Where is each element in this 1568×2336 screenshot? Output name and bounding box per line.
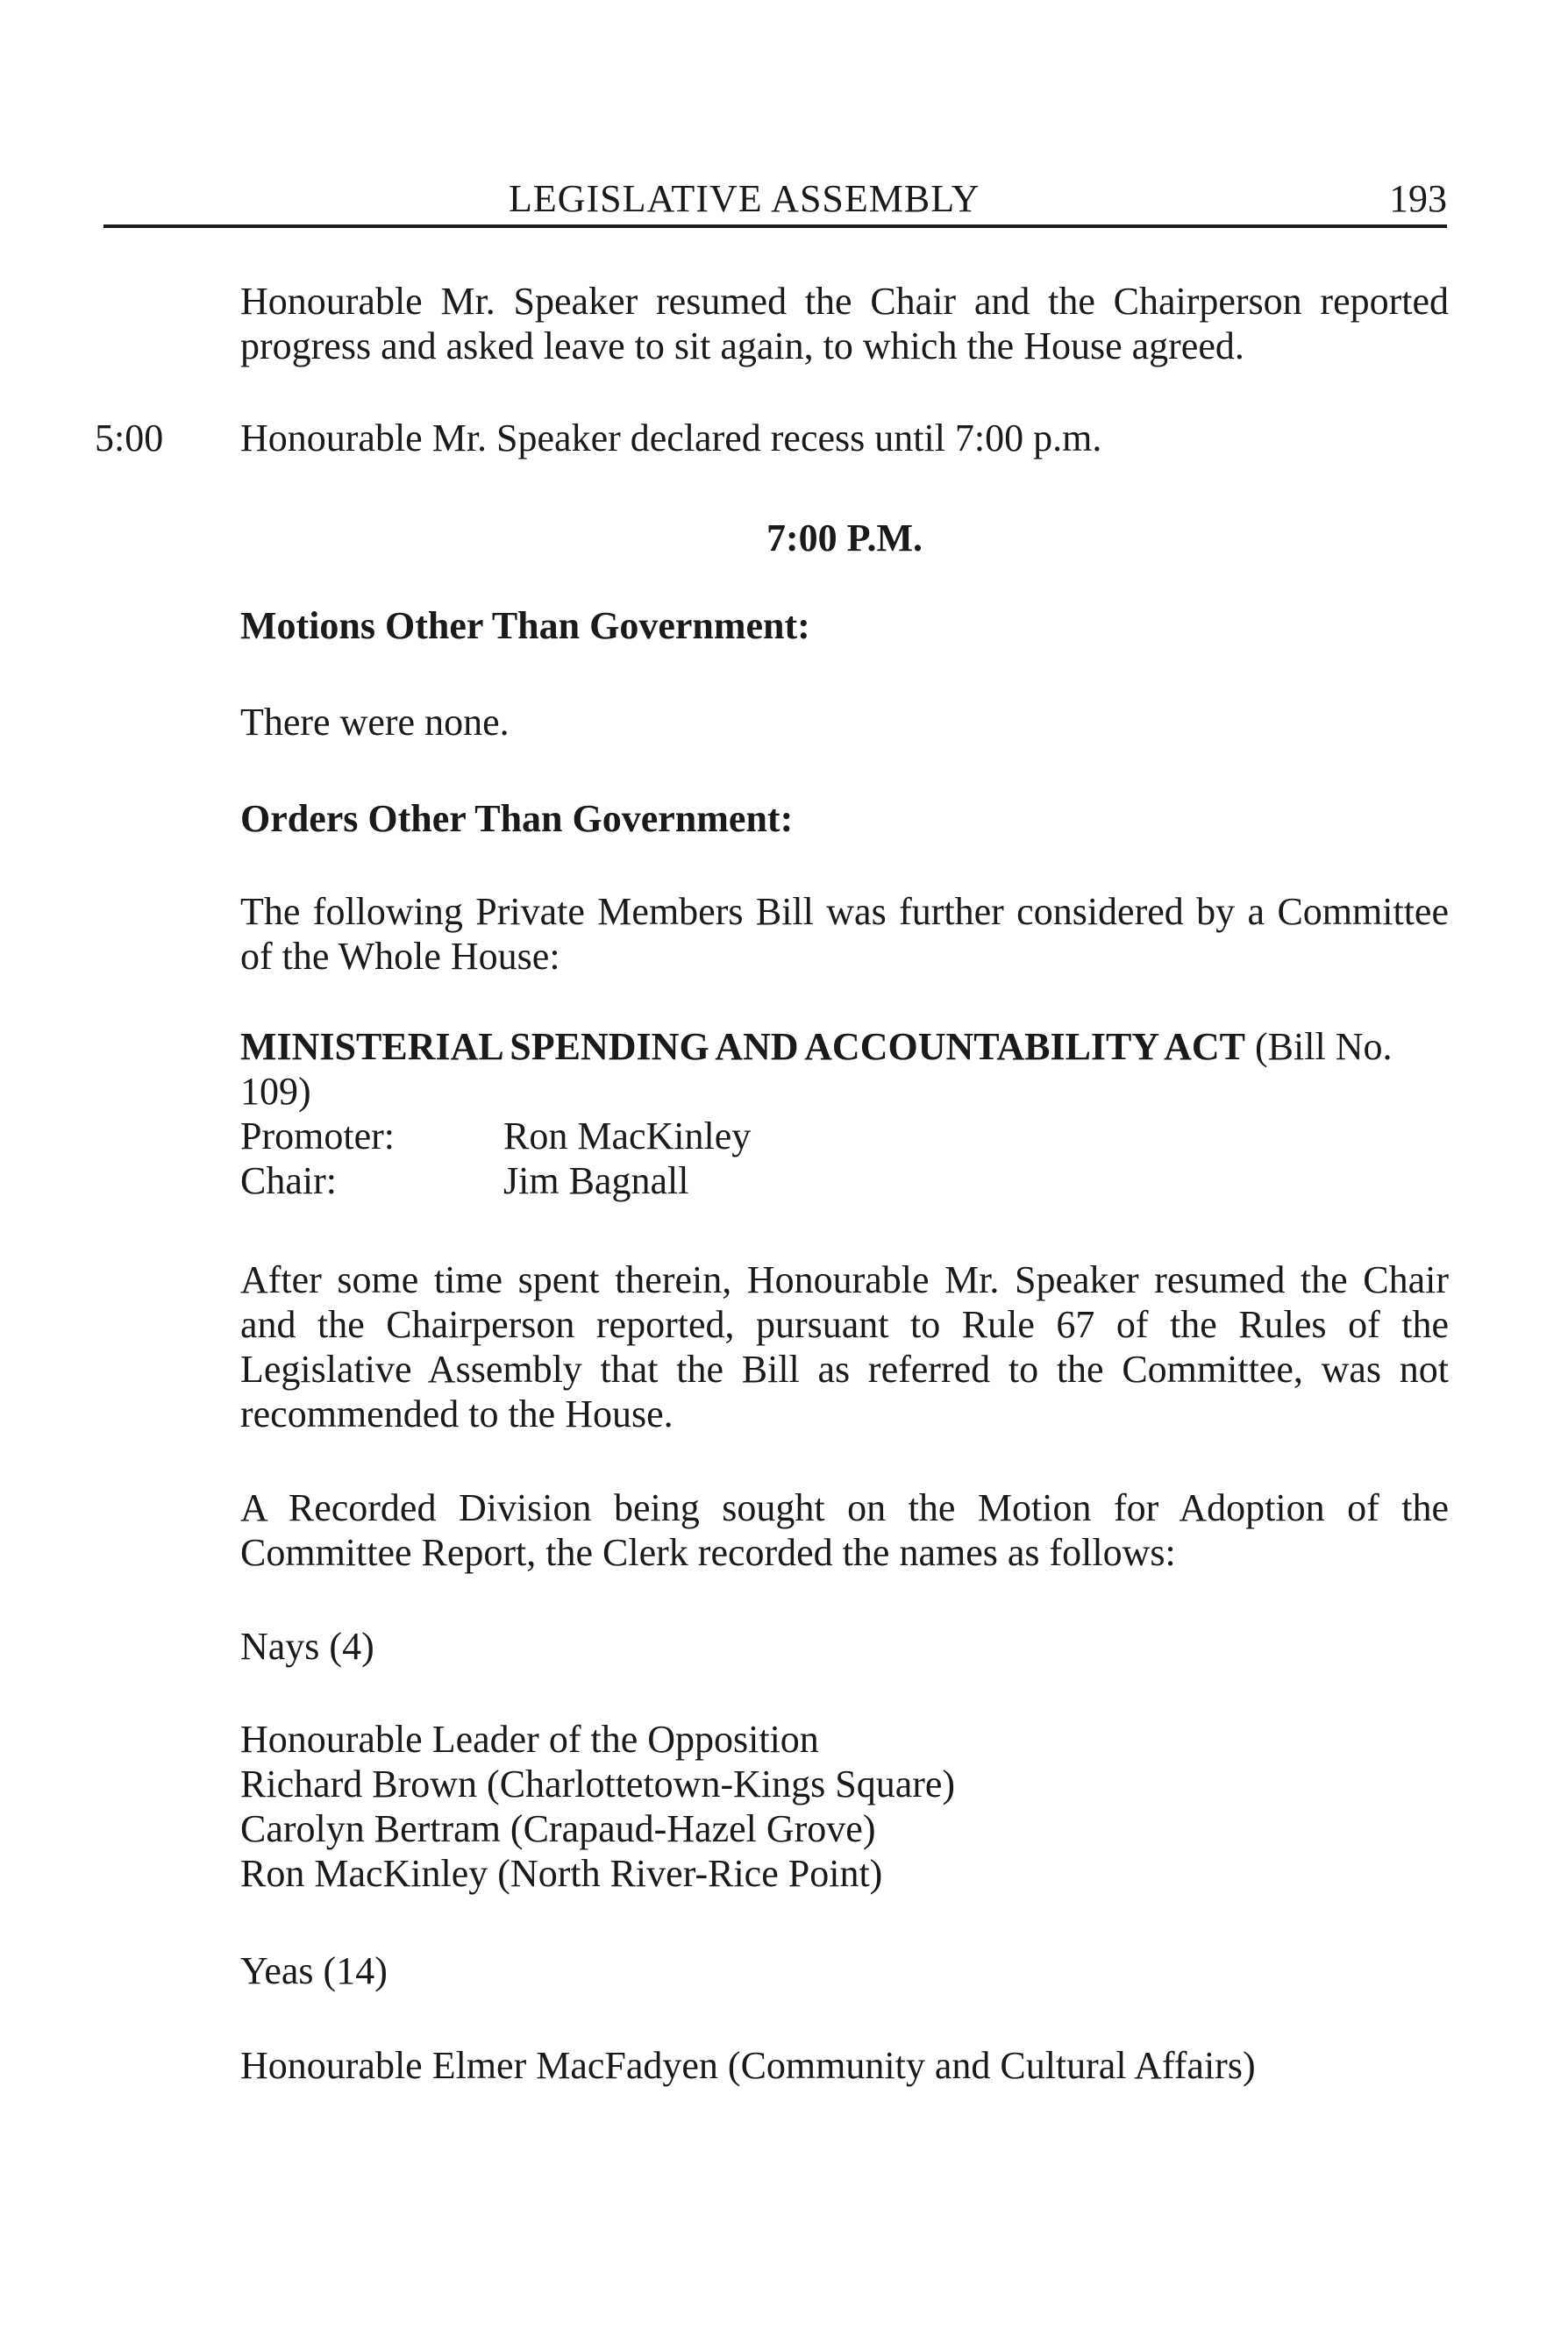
orders-paragraph: The following Private Members Bill was further considered by a Committee of the Whole House: bbox=[240, 890, 1449, 978]
header-title: LEGISLATIVE ASSEMBLY bbox=[509, 177, 980, 220]
yeas-heading: Yeas (14) bbox=[240, 1949, 388, 1992]
bill-heading bbox=[240, 1024, 1449, 1114]
recess-time: 5:00 bbox=[95, 417, 164, 459]
nays-name: Honourable Leader of the Opposition bbox=[240, 1718, 819, 1761]
committee-report-paragraph: After some time spent therein, Honourable Mr. Speaker resumed the Chair and the Chairperson reported, pursuant to Rule 67 of the Rules of the Legislative Assembly that the Bill as referred to the Committee, was not recommended to the House. bbox=[240, 1258, 1449, 1435]
chair-label: Chair: bbox=[240, 1159, 337, 1202]
evening-heading: 7:00 P.M. bbox=[766, 516, 923, 559]
promoter-label: Promoter: bbox=[240, 1115, 395, 1157]
orders-heading: Orders Other Than Government: bbox=[240, 797, 794, 840]
nays-name: Ron MacKinley (North River-Rice Point) bbox=[240, 1852, 883, 1895]
chair-name: Jim Bagnall bbox=[503, 1159, 689, 1202]
chair-row bbox=[240, 1158, 1449, 1203]
motions-heading: Motions Other Than Government: bbox=[240, 604, 810, 647]
nays-heading: Nays (4) bbox=[240, 1625, 374, 1668]
bill-block bbox=[240, 1024, 1449, 1203]
page-number: 193 bbox=[1389, 177, 1447, 220]
speaker-resumed-paragraph: Honourable Mr. Speaker resumed the Chair and the Chairperson reported progress and asked leave to sit again, to which the House agreed. bbox=[240, 280, 1449, 367]
promoter-row bbox=[240, 1114, 1449, 1158]
nays-name: Carolyn Bertram (Crapaud-Hazel Grove) bbox=[240, 1807, 876, 1850]
nays-name: Richard Brown (Charlottetown-Kings Square) bbox=[240, 1763, 956, 1805]
nays-list bbox=[240, 1717, 1449, 1896]
bill-number: (Bill No. 109) bbox=[240, 1025, 1393, 1113]
motions-text: There were none. bbox=[240, 701, 510, 744]
bill-title: MINISTERIAL SPENDING AND ACCOUNTABILITY ACT bbox=[240, 1025, 1246, 1068]
recorded-division-paragraph: A Recorded Division being sought on the Motion for Adoption of the Committee Report, the Clerk recorded the names as follows: bbox=[240, 1486, 1449, 1574]
yeas-name: Honourable Elmer MacFadyen (Community and Cultural Affairs) bbox=[240, 2044, 1256, 2087]
page-header bbox=[103, 174, 1447, 228]
promoter-name: Ron MacKinley bbox=[503, 1115, 752, 1157]
recess-paragraph: Honourable Mr. Speaker declared recess until 7:00 p.m. bbox=[240, 417, 1102, 459]
yeas-list bbox=[240, 2043, 1449, 2088]
